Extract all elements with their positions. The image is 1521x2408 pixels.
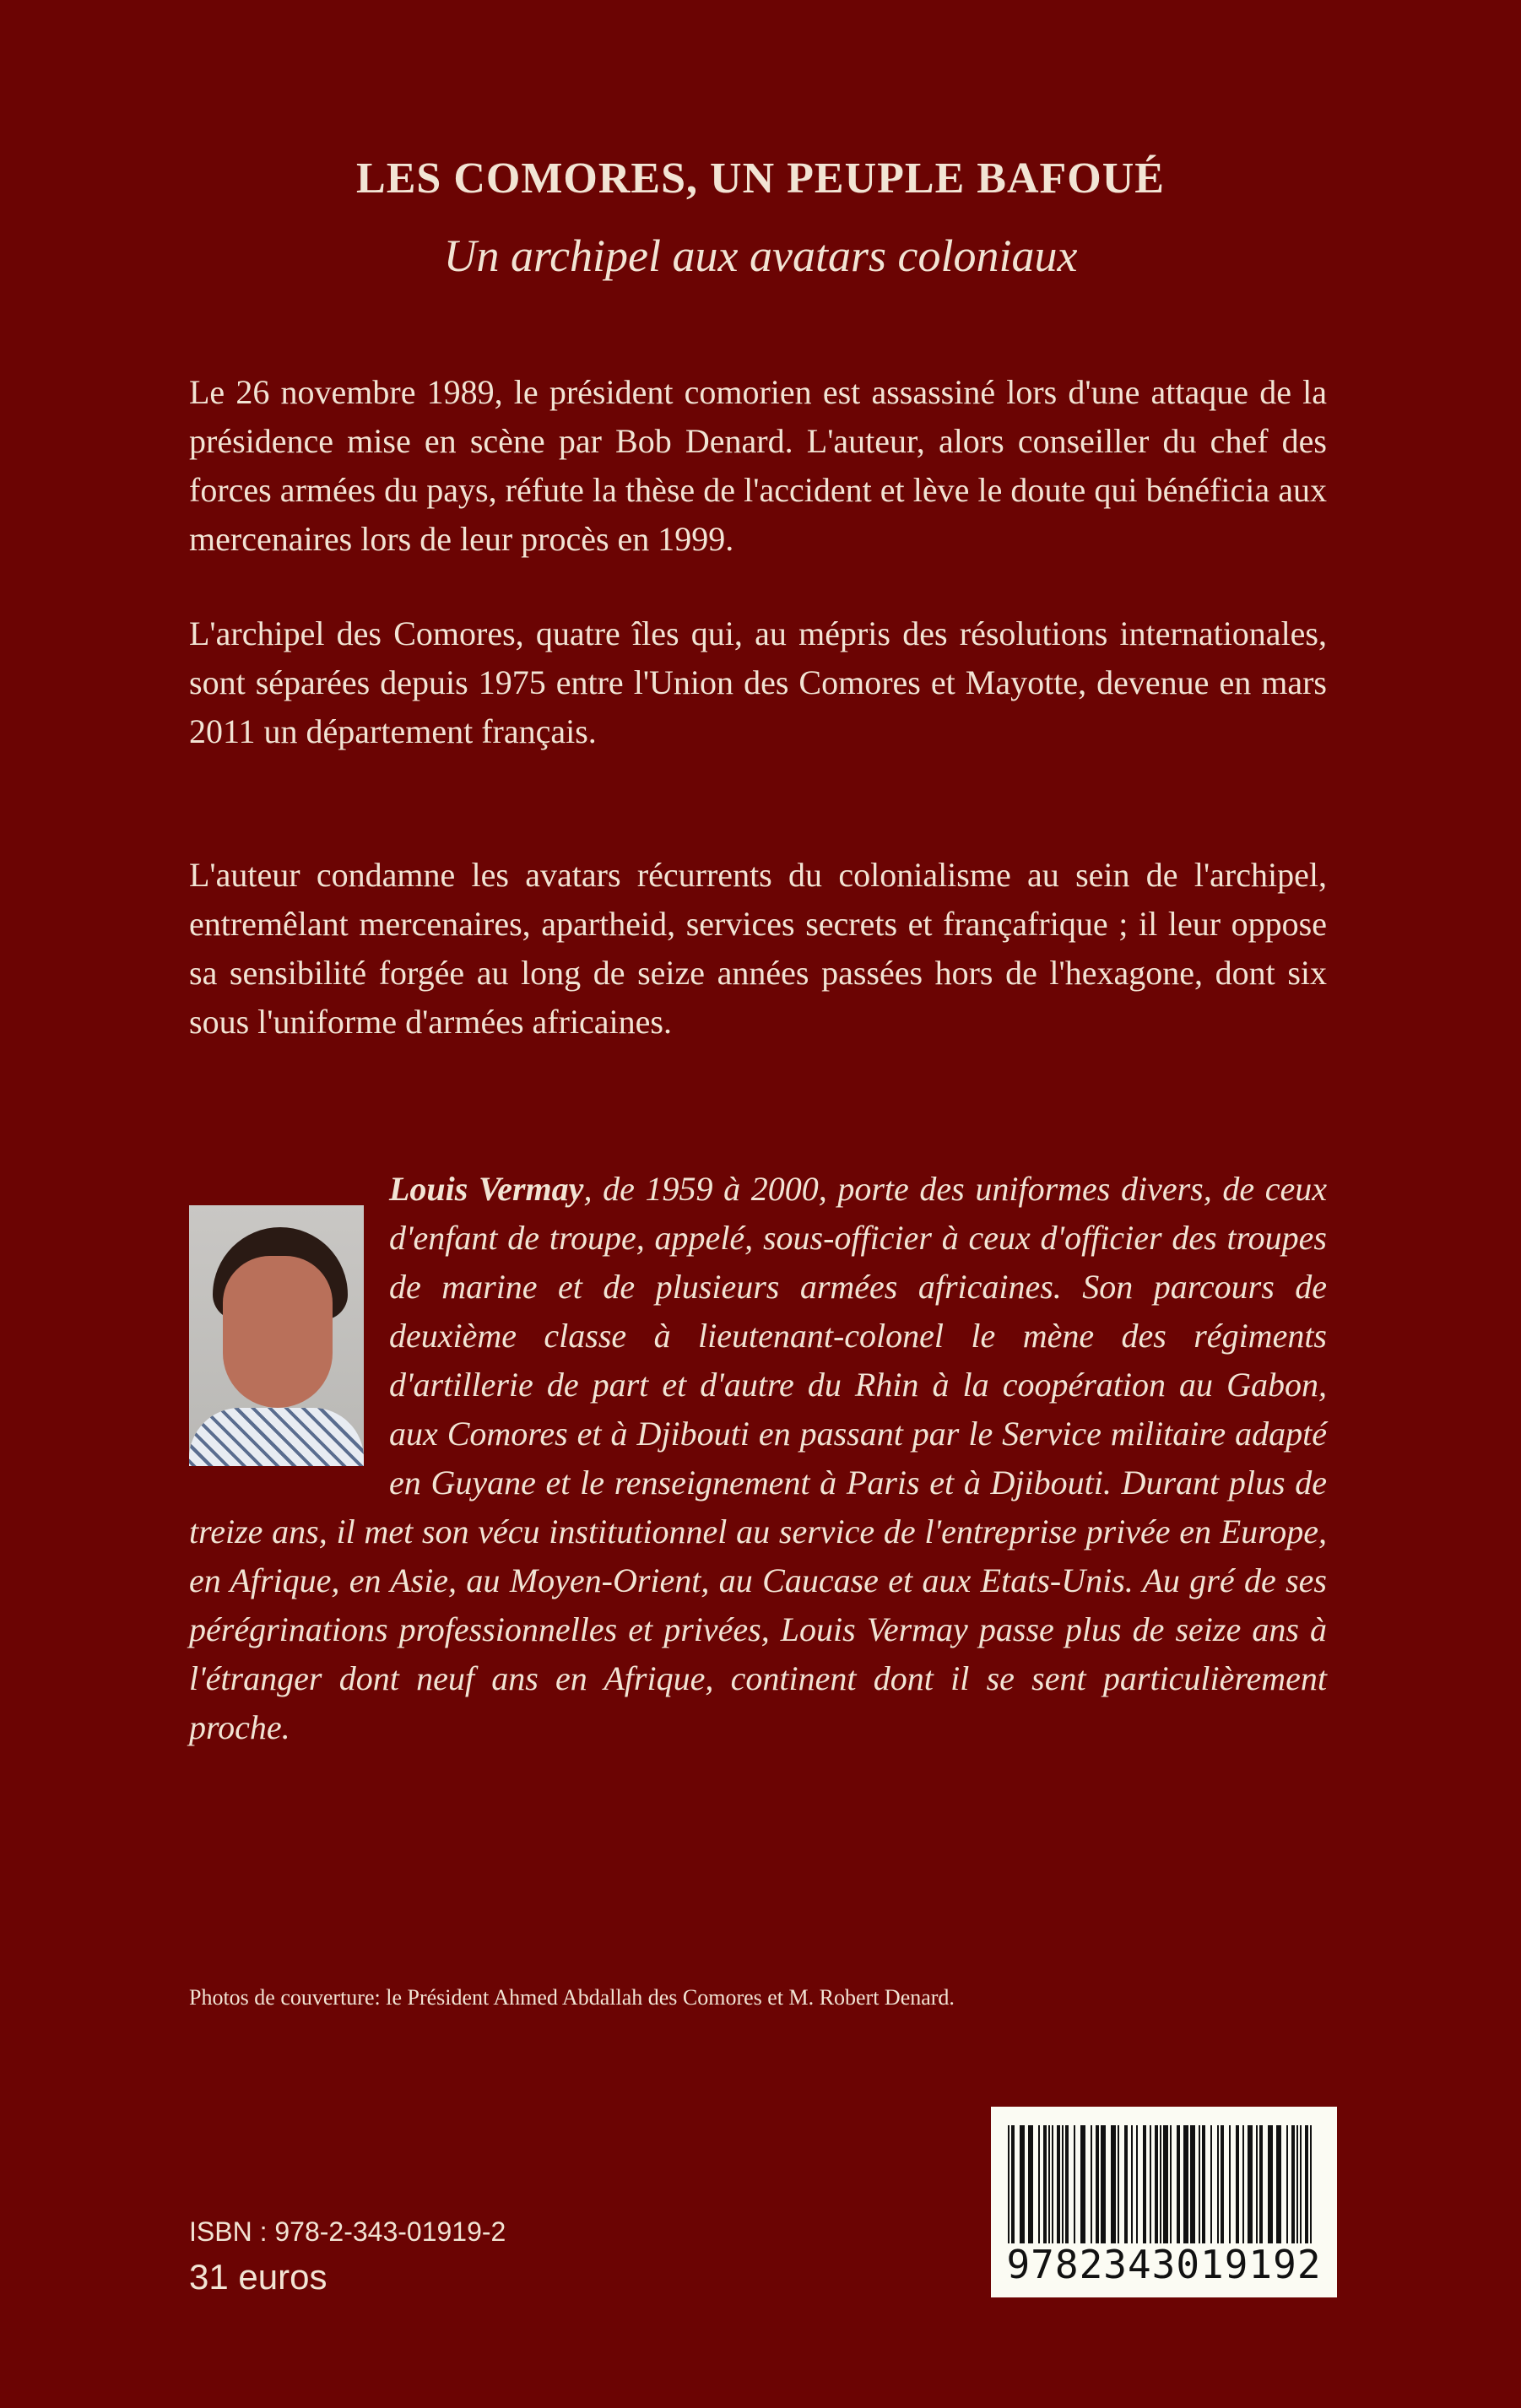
photo-shirt bbox=[189, 1408, 364, 1466]
barcode-bar bbox=[1170, 2125, 1172, 2243]
barcode-bar bbox=[1163, 2125, 1168, 2243]
barcode-bar bbox=[1221, 2125, 1224, 2243]
barcode-bar bbox=[1038, 2125, 1040, 2243]
blurb-paragraph: Le 26 novembre 1989, le président comorien est assassiné lors d'une attaque de la présidence mise en scène par Bob Denard. L'auteur, alors conseiller du chef des forces armées du pays, réfute la thèse de l'accident et lève le doute qui bénéficia aux mercenaires lors de leur procès en 1999. bbox=[189, 373, 1327, 558]
barcode-bar bbox=[1080, 2125, 1085, 2243]
book-title: LES COMORES, UN PEUPLE BAFOUÉ bbox=[356, 154, 1165, 203]
author-name: Louis Vermay bbox=[389, 1170, 584, 1208]
barcode-bar bbox=[1118, 2125, 1119, 2243]
barcode-bar bbox=[1210, 2125, 1212, 2243]
barcode-bar bbox=[1091, 2125, 1092, 2243]
barcode-digits: 9782343019192 bbox=[1006, 2242, 1322, 2287]
barcode-bar bbox=[1190, 2125, 1195, 2243]
author-photo bbox=[189, 1205, 364, 1466]
author-bio-text: , de 1959 à 2000, porte des uniformes divers, de ceux d'enfant de troupe, appelé, sous-officier à ceux d'officier des troupes de marine et de plusieurs armées africaines. Son parcours de deuxième classe à lieutenant-colonel le mène des régiments d'artillerie de part et d'autre du Rhin à la coopération au Gabon, aux Comores et à Djibouti en passant par le Service militaire adapté en Guyane et le renseignement à Paris et à Djibouti. Durant plus de treize ans, il met son vécu institutionnel au service de l'entreprise privée en Europe, en Afrique, en Asie, au Moyen-Orient, au Caucase et aux Etats-Unis. Au gré de ses pérégrinations professionnelles et privées, Louis Vermay passe plus de seize ans à l'étranger dont neuf ans en Afrique, continent dont il se sent particulièrement proche. bbox=[189, 1170, 1328, 1746]
barcode-bar bbox=[1229, 2125, 1231, 2243]
barcode-bar bbox=[1111, 2125, 1116, 2243]
barcode-bar bbox=[1202, 2125, 1205, 2243]
barcode-bar bbox=[1028, 2125, 1033, 2243]
book-subtitle: Un archipel aux avatars coloniaux bbox=[443, 230, 1078, 281]
barcode-bar bbox=[1248, 2125, 1253, 2243]
barcode-bar bbox=[1062, 2125, 1064, 2243]
barcode-bar bbox=[1236, 2125, 1239, 2243]
barcode-bar bbox=[1048, 2125, 1050, 2243]
barcode-bar bbox=[1057, 2125, 1060, 2243]
barcode-bar bbox=[1183, 2125, 1188, 2243]
barcode-bar bbox=[1052, 2125, 1053, 2243]
barcode-bar bbox=[1136, 2125, 1138, 2243]
barcode-bar bbox=[1291, 2125, 1295, 2243]
price: 31 euros bbox=[189, 2257, 327, 2297]
barcode-bar bbox=[1160, 2125, 1161, 2243]
barcode-bar bbox=[1043, 2125, 1047, 2243]
barcode-bar bbox=[1177, 2125, 1180, 2243]
barcode-bar bbox=[1143, 2125, 1146, 2243]
barcode-bar bbox=[1096, 2125, 1099, 2243]
barcode-bar bbox=[1155, 2125, 1158, 2243]
barcode-bar bbox=[1074, 2125, 1075, 2243]
barcode bbox=[991, 2107, 1337, 2297]
barcode-bar bbox=[1310, 2125, 1312, 2243]
barcode-bar bbox=[1296, 2125, 1298, 2243]
barcode-bar bbox=[1305, 2125, 1308, 2243]
barcode-bar bbox=[1008, 2125, 1009, 2243]
author-bio bbox=[189, 1165, 1327, 1752]
photo-face bbox=[223, 1256, 333, 1408]
barcode-bar bbox=[1150, 2125, 1151, 2243]
barcode-bar bbox=[1259, 2125, 1263, 2243]
barcode-bar bbox=[1300, 2125, 1302, 2243]
barcode-bar bbox=[1199, 2125, 1200, 2243]
barcode-bars bbox=[1008, 2125, 1320, 2243]
barcode-bar bbox=[1286, 2125, 1288, 2243]
barcode-bar bbox=[1256, 2125, 1258, 2243]
barcode-bar bbox=[1065, 2125, 1069, 2243]
blurb-paragraph: L'auteur condamne les avatars récurrents du colonialisme au sein de l'archipel, entremêlant mercenaires, apartheid, services secrets et françafrique ; il leur oppose sa sensibilité forgée au long de seize années passées hors de l'hexagone, dont six sous l'uniforme d'armées africaines. bbox=[189, 856, 1327, 1041]
photo-credit: Photos de couverture: le Président Ahmed Abdallah des Comores et M. Robert Denard. bbox=[189, 1985, 955, 2010]
barcode-bar bbox=[1124, 2125, 1128, 2243]
blurb-paragraph: L'archipel des Comores, quatre îles qui, au mépris des résolutions internationales, sont séparées depuis 1975 entre l'Union des Comores et Mayotte, devenue en mars 2011 un département français. bbox=[189, 614, 1327, 750]
barcode-bar bbox=[1242, 2125, 1244, 2243]
isbn: ISBN : 978-2-343-01919-2 bbox=[189, 2216, 506, 2247]
barcode-bar bbox=[1020, 2125, 1025, 2243]
barcode-bar bbox=[1268, 2125, 1273, 2243]
barcode-bar bbox=[1011, 2125, 1015, 2243]
barcode-bar bbox=[1217, 2125, 1219, 2243]
barcode-bar bbox=[1131, 2125, 1133, 2243]
barcode-bar bbox=[1276, 2125, 1281, 2243]
barcode-bar bbox=[1101, 2125, 1106, 2243]
